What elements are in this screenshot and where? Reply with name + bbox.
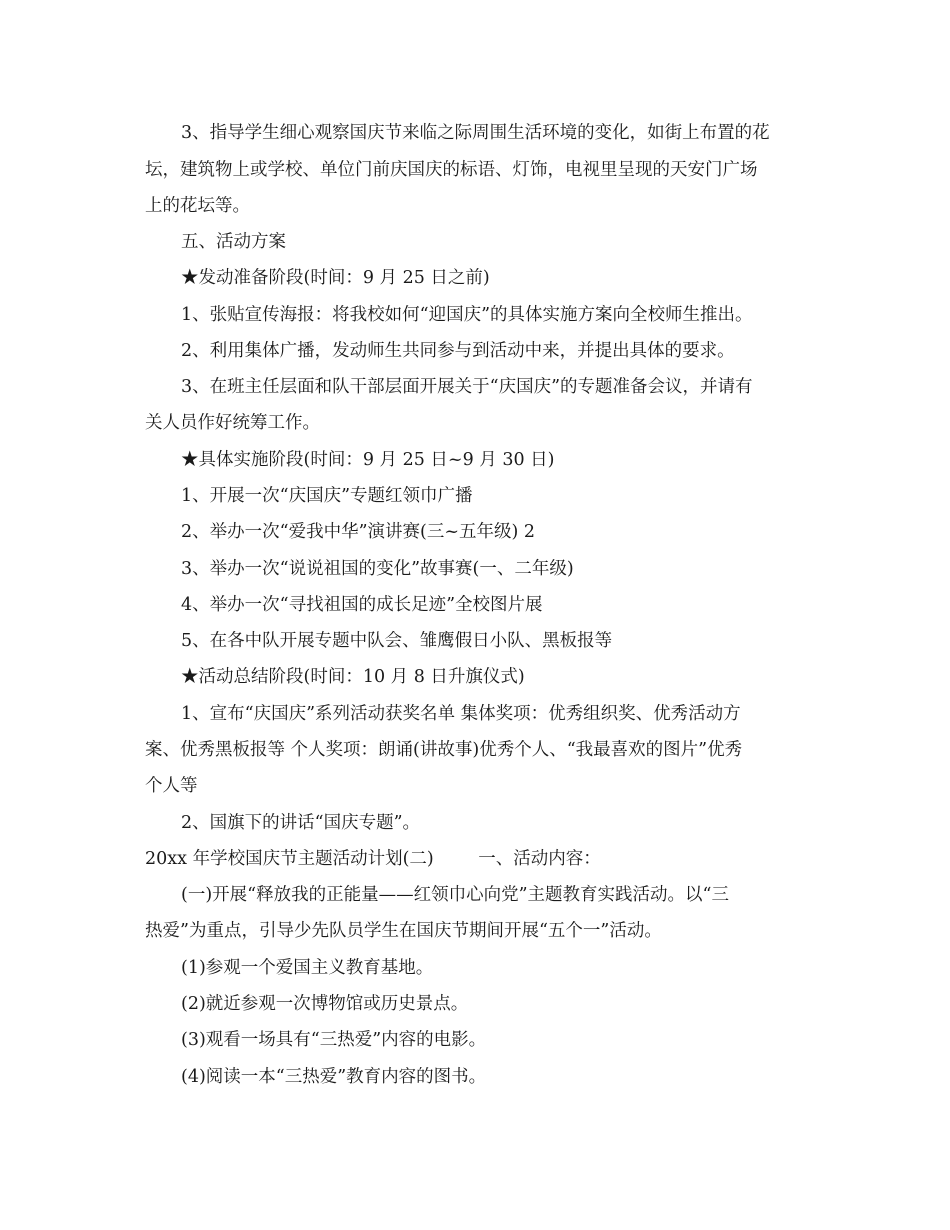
text-line: 上的花坛等。 (145, 196, 250, 216)
text-line: (3)观看一场具有“三热爱”内容的电影。 (181, 1030, 487, 1050)
text-line: 2、利用集体广播，发动师生共同参与到活动中来，并提出具体的要求。 (181, 341, 735, 361)
text-line: 热爱”为重点，引导少先队员学生在国庆节期间开展“五个一”活动。 (145, 921, 662, 941)
text-line: 3、指导学生细心观察国庆节来临之际周围生活环境的变化，如街上布置的花 (181, 123, 770, 143)
text-line: 坛，建筑物上或学校、单位门前庆国庆的标语、灯饰，电视里呈现的天安门广场 (145, 160, 758, 180)
text-line: 2、国旗下的讲话“国庆专题”。 (181, 813, 421, 833)
text-line: (1)参观一个爱国主义教育基地。 (181, 958, 434, 978)
text-line: 4、举办一次“寻找祖国的成长足迹”全校图片展 (181, 595, 543, 615)
text-line: 关人员作好统筹工作。 (145, 413, 320, 433)
text-line: 案、优秀黑板报等 个人奖项：朗诵(讲故事)优秀个人、“我最喜欢的图片”优秀 (145, 740, 743, 760)
text-line: 1、开展一次“庆国庆”专题红领巾广播 (181, 486, 473, 506)
text-line: 1、宣布“庆国庆”系列活动获奖名单 集体奖项：优秀组织奖、优秀活动方 (181, 704, 741, 724)
text-line: 3、在班主任层面和队干部层面开展关于“庆国庆”的专题准备会议，并请有 (181, 377, 753, 397)
section-heading: 五、活动方案 (181, 232, 286, 252)
stage-heading: ★发动准备阶段(时间：9 月 25 日之前) (181, 268, 490, 288)
text-line: 1、张贴宣传海报：将我校如何“迎国庆”的具体实施方案向全校师生推出。 (181, 305, 753, 325)
text-line: (4)阅读一本“三热爱”教育内容的图书。 (181, 1067, 487, 1087)
stage-heading: ★活动总结阶段(时间：10 月 8 日升旗仪式) (181, 667, 525, 687)
stage-heading: ★具体实施阶段(时间：9 月 25 日~9 月 30 日) (181, 450, 555, 470)
text-line: (2)就近参观一次博物馆或历史景点。 (181, 994, 469, 1014)
text-line: 3、举办一次“说说祖国的变化”故事赛(一、二年级) (181, 559, 574, 579)
text-line: 5、在各中队开展专题中队会、雏鹰假日小队、黑板报等 (181, 631, 613, 651)
text-line: (一)开展“释放我的正能量——红领巾心向党”主题教育实践活动。以“三 (181, 885, 729, 905)
plan-title-line: 20xx 年学校国庆节主题活动计划(二) 一、活动内容： (145, 849, 601, 869)
text-line: 2、举办一次“爱我中华”演讲赛(三~五年级) 2 (181, 522, 536, 542)
text-line: 个人等 (145, 776, 198, 796)
